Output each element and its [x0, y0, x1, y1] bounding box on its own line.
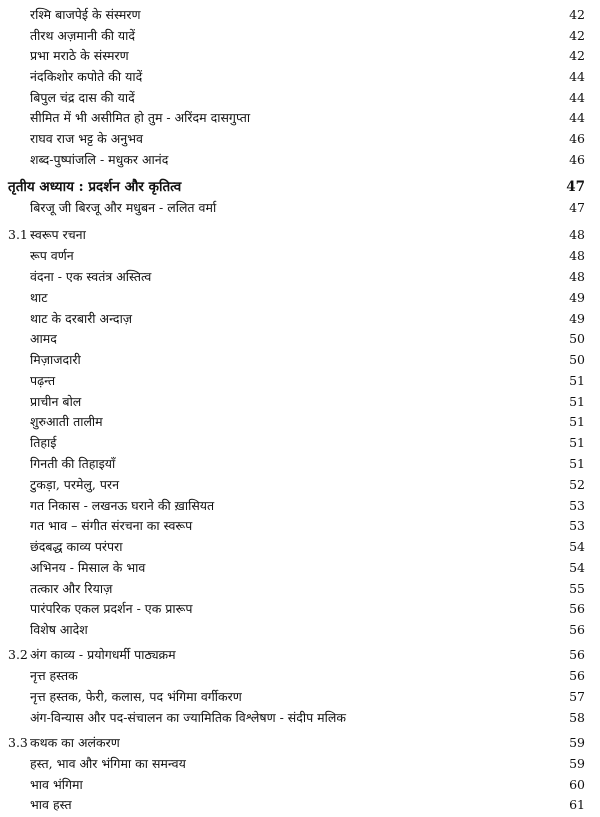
entry-page-number: 46	[569, 152, 585, 167]
toc-entry	[0, 329, 600, 349]
entry-title: थाट	[30, 290, 48, 305]
toc-entry	[0, 454, 600, 474]
entry-title: गत निकास - लखनऊ घराने की ख़ासियत	[30, 498, 215, 513]
entry-page-number: 54	[569, 539, 585, 554]
toc-entry	[0, 537, 600, 557]
entry-page-number: 50	[569, 331, 585, 346]
entry-page-number: 53	[569, 498, 585, 513]
toc-entry	[0, 687, 600, 707]
entry-page-number: 51	[569, 456, 585, 471]
entry-page-number: 51	[569, 414, 585, 429]
entry-title: छंदबद्ध काव्य परंपरा	[30, 539, 123, 554]
entry-title: मिज़ाजदारी	[30, 352, 81, 367]
section-heading	[0, 733, 600, 753]
section-page-number: 59	[569, 735, 585, 750]
entry-page-number: 55	[569, 581, 585, 596]
toc-entry	[0, 708, 600, 728]
entry-page-number: 49	[569, 290, 585, 305]
toc-entry	[0, 288, 600, 308]
toc-entry	[0, 754, 600, 774]
chapter-heading	[0, 177, 600, 197]
toc-entry	[0, 350, 600, 370]
entry-title: अभिनय - मिसाल के भाव	[30, 560, 146, 575]
entry-page-number: 61	[569, 797, 585, 812]
entry-title: गिनती की तिहाइयाँ	[30, 456, 116, 471]
chapter-page-number: 47	[566, 179, 585, 195]
toc-entry	[0, 26, 600, 46]
entry-title: भाव भंगिमा	[30, 777, 83, 792]
section-number: 3.3	[8, 735, 28, 750]
toc-entry	[0, 198, 600, 218]
section-title: कथक का अलंकरण	[30, 735, 120, 750]
entry-title: शब्द-पुष्पांजलि - मधुकर आनंद	[30, 152, 169, 167]
section-title: अंग काव्य - प्रयोगधर्मी पाठ्यक्रम	[30, 647, 176, 662]
entry-title: नृत्त हस्तक	[30, 668, 78, 683]
entry-title: वंदना - एक स्वतंत्र अस्तित्व	[30, 269, 152, 284]
entry-page-number: 53	[569, 518, 585, 533]
entry-page-number: 56	[569, 668, 585, 683]
section-heading	[0, 225, 600, 245]
toc-entry	[0, 392, 600, 412]
toc-entry	[0, 412, 600, 432]
toc-entry	[0, 267, 600, 287]
toc-entry	[0, 795, 600, 815]
toc-entry	[0, 775, 600, 795]
toc-entry	[0, 433, 600, 453]
entry-title: गत भाव – संगीत संरचना का स्वरूप	[30, 518, 193, 533]
toc-entry	[0, 46, 600, 66]
section-page-number: 56	[569, 647, 585, 662]
entry-title: टुकड़ा, परमेलु, परन	[30, 477, 120, 492]
section-title: स्वरूप रचना	[30, 227, 86, 242]
toc-entry	[0, 475, 600, 495]
entry-page-number: 51	[569, 394, 585, 409]
toc-entry	[0, 246, 600, 266]
toc-entry	[0, 67, 600, 87]
toc-entry	[0, 579, 600, 599]
entry-title: तीरथ अज़मानी की यादें	[30, 28, 136, 43]
entry-title: पढ़न्त	[30, 373, 56, 388]
entry-title: विशेष आदेश	[30, 622, 88, 637]
toc-entry	[0, 666, 600, 686]
section-number: 3.2	[8, 647, 28, 662]
entry-page-number: 52	[569, 477, 585, 492]
entry-title: शुरुआती तालीम	[30, 414, 103, 429]
entry-page-number: 57	[569, 689, 585, 704]
toc-entry	[0, 496, 600, 516]
entry-title: अंग-विन्यास और पद-संचालन का ज्यामितिक विश्लेषण - संदीप मलिक	[30, 710, 346, 725]
entry-page-number: 50	[569, 352, 585, 367]
entry-page-number: 59	[569, 756, 585, 771]
entry-title: प्राचीन बोल	[30, 394, 82, 409]
entry-page-number: 46	[569, 131, 585, 146]
entry-page-number: 42	[569, 7, 585, 22]
entry-title: बिपुल चंद्र दास की यादें	[30, 90, 135, 105]
entry-title: राघव राज भट्ट के अनुभव	[30, 131, 143, 146]
section-number: 3.1	[8, 227, 28, 242]
entry-title: नृत्त हस्तक, फेरी, कलास, पद भंगिमा वर्गीकरण	[30, 689, 242, 704]
entry-page-number: 48	[569, 248, 585, 263]
entry-title: बिरजू जी बिरजू और मधुबन - ललित वर्मा	[30, 200, 217, 215]
toc-entry	[0, 371, 600, 391]
entry-title: तत्कार और रियाज़	[30, 581, 113, 596]
entry-title: आमद	[30, 331, 57, 346]
entry-page-number: 48	[569, 269, 585, 284]
entry-title: पारंपरिक एकल प्रदर्शन - एक प्रारूप	[30, 601, 193, 616]
entry-title: थाट के दरबारी अन्दाज़	[30, 311, 133, 326]
entry-page-number: 56	[569, 601, 585, 616]
toc-entry	[0, 558, 600, 578]
toc-entry	[0, 5, 600, 25]
entry-page-number: 51	[569, 373, 585, 388]
entry-page-number: 44	[569, 90, 585, 105]
entry-page-number: 44	[569, 110, 585, 125]
entry-page-number: 42	[569, 28, 585, 43]
entry-page-number: 49	[569, 311, 585, 326]
toc-entry	[0, 516, 600, 536]
entry-title: रूप वर्णन	[30, 248, 74, 263]
entry-title: भाव हस्त	[30, 797, 72, 812]
toc-entry	[0, 129, 600, 149]
toc-entry	[0, 309, 600, 329]
entry-page-number: 47	[569, 200, 585, 215]
chapter-title: तृतीय अध्याय : प्रदर्शन और कृतित्व	[8, 179, 182, 195]
entry-title: हस्त, भाव और भंगिमा का समन्वय	[30, 756, 186, 771]
toc-entry	[0, 599, 600, 619]
entry-page-number: 60	[569, 777, 585, 792]
entry-title: नंदकिशोर कपोते की यादें	[30, 69, 143, 84]
toc-entry	[0, 88, 600, 108]
entry-page-number: 54	[569, 560, 585, 575]
entry-page-number: 56	[569, 622, 585, 637]
toc-entry	[0, 108, 600, 128]
entry-title: प्रभा मराठे के संस्मरण	[30, 48, 129, 63]
toc-entry	[0, 150, 600, 170]
entry-page-number: 42	[569, 48, 585, 63]
entry-page-number: 51	[569, 435, 585, 450]
entry-title: सीमित में भी असीमित हो तुम - अरिंदम दासगुप्ता	[30, 110, 251, 125]
entry-page-number: 58	[569, 710, 585, 725]
section-heading	[0, 645, 600, 665]
entry-page-number: 44	[569, 69, 585, 84]
entry-title: तिहाई	[30, 435, 57, 450]
toc-entry	[0, 620, 600, 640]
entry-title: रश्मि बाजपेई के संस्मरण	[30, 7, 141, 22]
section-page-number: 48	[569, 227, 585, 242]
